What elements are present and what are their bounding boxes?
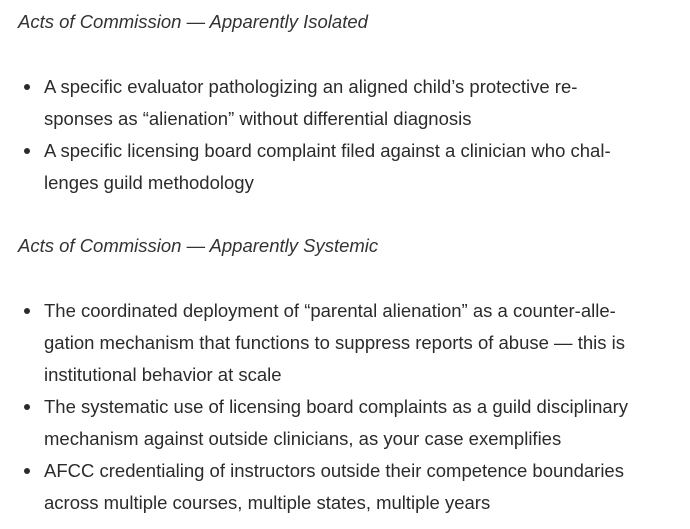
list-item-line: A specific licensing board complaint filed against a clinician who chal- bbox=[44, 140, 611, 161]
list-item-line: AFCC credentialing of instructors outside their competence boundaries bbox=[44, 460, 624, 481]
list-item bbox=[18, 391, 678, 455]
list-item-line: mechanism against outside clinicians, as your case exemplifies bbox=[44, 428, 562, 449]
list-item bbox=[18, 455, 678, 519]
bullet-icon bbox=[24, 308, 30, 314]
list-item bbox=[18, 295, 678, 391]
bullet-icon bbox=[24, 84, 30, 90]
bullet-icon bbox=[24, 148, 30, 154]
section-heading-systemic: Acts of Commission — Apparently Systemic bbox=[18, 235, 379, 256]
list-item-line: across multiple courses, multiple states, multiple years bbox=[44, 492, 491, 513]
list-item-line: A specific evaluator pathologizing an aligned child’s protective re- bbox=[44, 76, 578, 97]
list-item-line: The coordinated deployment of “parental alienation” as a counter-alle- bbox=[44, 300, 616, 321]
section-heading-isolated: Acts of Commission — Apparently Isolated bbox=[18, 11, 368, 32]
bullet-list-systemic bbox=[18, 295, 678, 519]
list-item-line: The systematic use of licensing board complaints as a guild disciplinary bbox=[44, 396, 629, 417]
list-item-line: gation mechanism that functions to suppress reports of abuse — this is bbox=[44, 332, 625, 353]
list-item-line: sponses as “alienation” without differential diagnosis bbox=[44, 108, 472, 129]
list-item-line: institutional behavior at scale bbox=[44, 364, 282, 385]
list-item bbox=[18, 71, 678, 135]
bullet-icon bbox=[24, 468, 30, 474]
list-item bbox=[18, 135, 678, 199]
bullet-icon bbox=[24, 404, 30, 410]
list-item-line: lenges guild methodology bbox=[44, 172, 254, 193]
bullet-list-isolated bbox=[18, 71, 678, 199]
